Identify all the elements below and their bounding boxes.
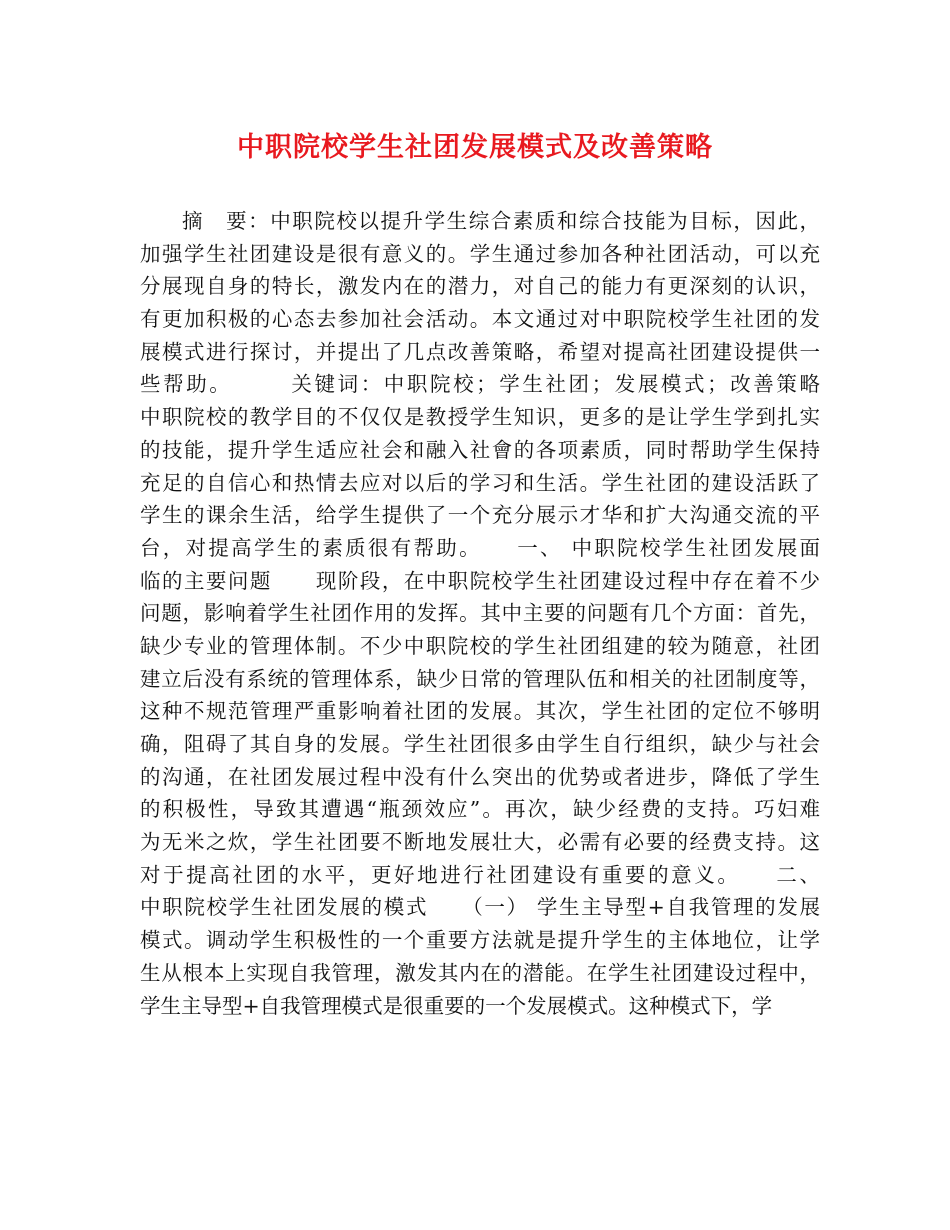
body-line: 展模式进行探讨，并提出了几点改善策略，希望对提高社团建设提供一 [140,339,820,364]
body-line: 摘 要：中职院校以提升学生综合素质和综合技能为目标，因此， [182,209,820,233]
body-line: 些帮助。 关键词：中职院校；学生社团；发展模式；改善策略 [140,372,820,397]
body-line: 中职院校的教学目的不仅仅是教授学生知识，更多的是让学生学到扎实 [140,405,820,430]
body-line: 临的主要问题 现阶段，在中职院校学生社团建设过程中存在着不少 [140,568,820,593]
body-line: 为无米之炊，学生社团要不断地发展壮大，必需有必要的经费支持。这 [140,830,820,855]
body-line: 中职院校学生社团发展的模式 （一） 学生主导型+自我管理的发展 [140,895,820,920]
body-line: 这种不规范管理严重影响着社团的发展。其次，学生社团的定位不够明 [140,699,820,724]
body-line: 学生的课余生活，给学生提供了一个充分展示才华和扩大沟通交流的平 [140,503,820,528]
body-line: 对于提高社团的水平，更好地进行社团建设有重要的意义。 二、 [140,862,820,887]
document-title: 中职院校学生社团发展模式及改善策略 [237,132,713,163]
document-body [140,205,820,1022]
body-line: 学生主导型+自我管理模式是很重要的一个发展模式。这种模式下，学 [140,993,773,1018]
body-line: 加强学生社团建设是很有意义的。学生通过参加各种社团活动，可以充 [140,241,820,266]
body-line: 缺少专业的管理体制。不少中职院校的学生社团组建的较为随意，社团 [140,633,820,658]
body-line: 的技能，提升学生适应社会和融入社會的各项素质，同时帮助学生保持 [140,437,820,462]
body-line: 充足的自信心和热情去应对以后的学习和生活。学生社团的建设活跃了 [140,470,820,495]
body-line: 模式。调动学生积极性的一个重要方法就是提升学生的主体地位，让学 [140,928,820,953]
body-line: 有更加积极的心态去参加社会活动。本文通过对中职院校学生社团的发 [140,307,820,332]
body-line: 生从根本上实现自我管理，激发其内在的潜能。在学生社团建设过程中， [140,960,820,985]
body-line: 建立后没有系统的管理体系，缺少日常的管理队伍和相关的社团制度等， [140,666,820,691]
body-line: 问题，影响着学生社团作用的发挥。其中主要的问题有几个方面：首先， [140,601,820,626]
body-line: 台，对提高学生的素质很有帮助。 一、 中职院校学生社团发展面 [140,535,820,560]
body-line: 的沟通，在社团发展过程中没有什么突出的优势或者进步，降低了学生 [140,764,820,789]
body-line: 的积极性，导致其遭遇“瓶颈效应”。再次，缺少经费的支持。巧妇难 [140,797,820,822]
body-line: 分展现自身的特长，激发内在的潜力，对自己的能力有更深刻的认识， [140,274,820,299]
body-line: 确，阻碍了其自身的发展。学生社团很多由学生自行组织，缺少与社会 [140,732,820,756]
